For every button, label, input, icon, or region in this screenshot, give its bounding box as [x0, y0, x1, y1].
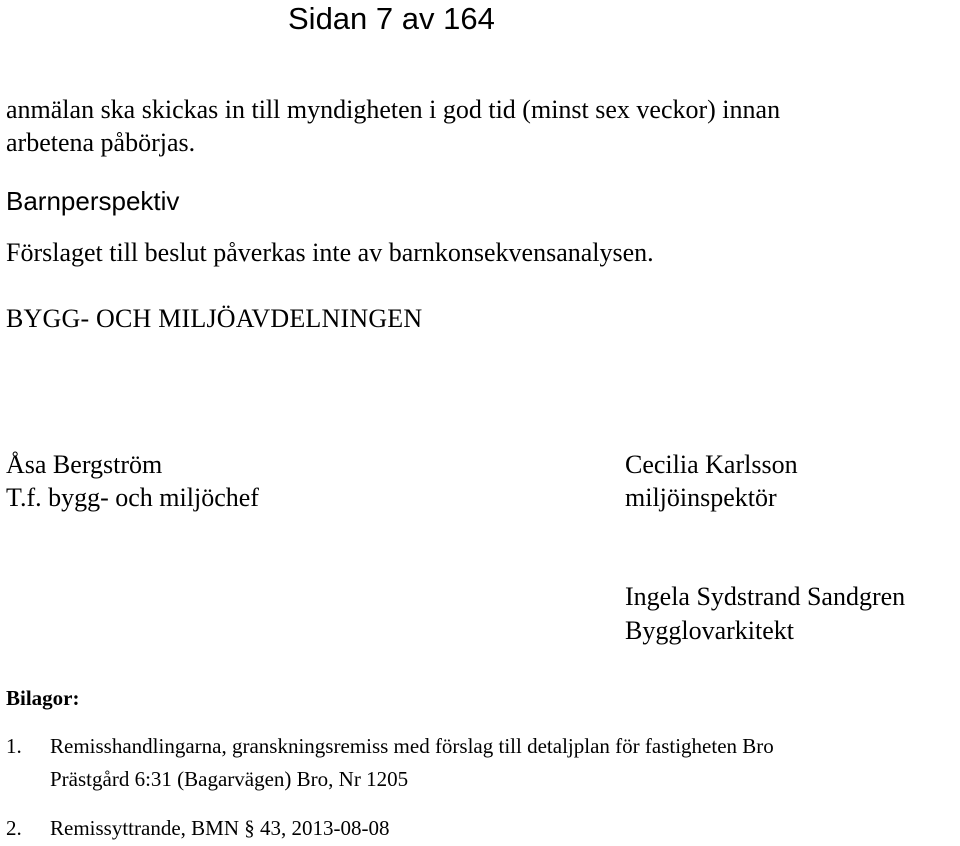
attachment-line: [6, 810, 389, 846]
attachment-text: Remisshandlingarna, granskningsremiss med förslag till detaljplan för fastigheten Bro: [50, 734, 774, 758]
attachment-number: 1.: [6, 734, 22, 758]
attachment-text-continued: Prästgård 6:31 (Bagarvägen) Bro, Nr 1205: [50, 767, 409, 791]
signer-name: Åsa Bergström: [6, 450, 163, 479]
intro-line-2: arbetena påbörjas.: [6, 128, 196, 157]
signer-name: Ingela Sydstrand Sandgren: [625, 582, 906, 611]
signer-title: Bygglovarkitekt: [625, 616, 794, 645]
signer-title: T.f. bygg- och miljöchef: [6, 483, 259, 512]
attachment-text: Remissyttrande, BMN § 43, 2013-08-08: [50, 816, 390, 840]
barnperspektiv-heading: Barnperspektiv: [6, 186, 180, 216]
attachment-line: [6, 728, 774, 764]
attachments-heading: Bilagor:: [6, 686, 80, 710]
signer-name: Cecilia Karlsson: [625, 450, 798, 479]
signer-title: miljöinspektör: [625, 483, 777, 512]
department-name: BYGG- OCH MILJÖAVDELNINGEN: [6, 304, 423, 333]
attachment-number: 2.: [6, 816, 22, 840]
barnperspektiv-text: Förslaget till beslut påverkas inte av barnkonsekvensanalysen.: [6, 238, 654, 267]
page-number: Sidan 7 av 164: [288, 1, 495, 36]
intro-line-1: anmälan ska skickas in till myndigheten i god tid (minst sex veckor) innan: [6, 95, 781, 124]
